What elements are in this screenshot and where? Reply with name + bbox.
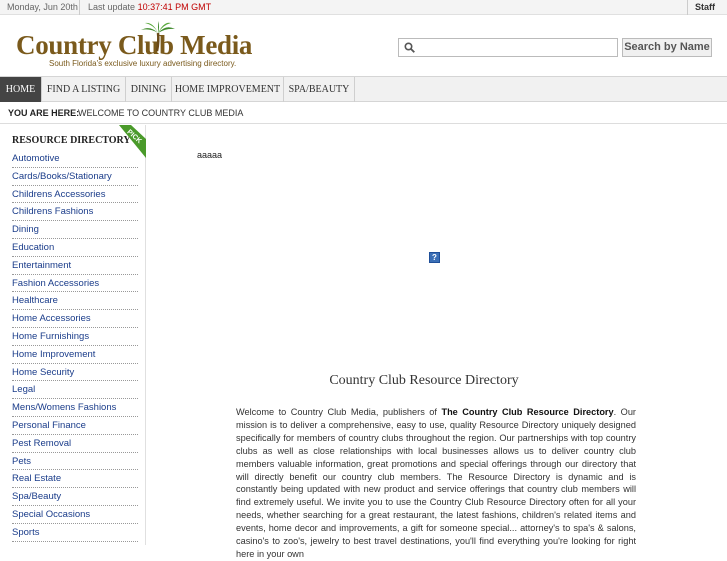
last-update — [88, 2, 211, 12]
search-icon — [404, 42, 415, 53]
sidebar-item-entertainment[interactable]: Entertainment — [12, 257, 138, 275]
sidebar-item-personal-finance[interactable]: Personal Finance — [12, 417, 138, 435]
sidebar-item-healthcare[interactable]: Healthcare — [12, 292, 138, 310]
sidebar-item-pets[interactable]: Pets — [12, 453, 138, 471]
sidebar-item-legal[interactable]: Legal — [12, 381, 138, 399]
top-bar — [0, 0, 727, 15]
page-title: Country Club Resource Directory — [329, 373, 519, 388]
palm-tree-icon — [140, 21, 176, 51]
nav-find-a-listing[interactable]: FIND A LISTING — [42, 77, 126, 102]
intro-text-start: Welcome to Country Club Media, publishers of — [236, 407, 442, 417]
intro-text-rest: . Our mission is to deliver a comprehensive, easy to use, quality Resource Directory uniquely designed specifically for members of country clubs throughout the region. Our partnerships with top country clubs as well as close relationships with local businesses allows us to deliver country club members valuable information, great promotions and special offerings through our directory that will directly benefit our country club members. The Resource Directory is dynamic and is constantly being updated with new product and service offerings that country club members will find extremely useful. We invite you to use the Country Club Resource Directory often for all your needs, whether searching for a great restaurant, the latest fashions, children's related items and events, home decor and improvements, a gift for someone special... attorney's to spa's & salons, casino's to zoo's, jewelry to best travel destinations, you'll find everything you're looking for right here in your own — [236, 407, 636, 559]
nav-spa-beauty[interactable]: SPA/BEAUTY — [284, 77, 355, 102]
intro-paragraph — [236, 406, 636, 561]
nav-home[interactable]: HOME — [0, 77, 42, 102]
sidebar-heading: RESOURCE DIRECTORY — [12, 135, 131, 146]
sidebar-item-home-security[interactable]: Home Security — [12, 364, 138, 382]
last-update-time: 10:37:41 PM GMT — [137, 2, 212, 12]
sidebar-item-mens-womens-fashions[interactable]: Mens/Womens Fashions — [12, 399, 138, 417]
pick-ribbon-text: PICK — [125, 128, 143, 146]
logo-text: Country Club Media — [16, 30, 253, 60]
sidebar-item-dining[interactable]: Dining — [12, 221, 138, 239]
breadcrumb-current: WELCOME TO COUNTRY CLUB MEDIA — [78, 108, 244, 118]
last-update-label: Last update — [88, 2, 136, 12]
staff-link[interactable]: Staff — [695, 2, 715, 12]
divider — [687, 0, 688, 15]
breadcrumb-label: YOU ARE HERE: — [8, 108, 80, 118]
nav-home-improvement[interactable]: HOME IMPROVEMENT — [172, 77, 284, 102]
sidebar-item-cards-books-stationary[interactable]: Cards/Books/Stationary — [12, 168, 138, 186]
sidebar-item-pest-removal[interactable]: Pest Removal — [12, 435, 138, 453]
divider — [79, 0, 80, 15]
broken-image-icon: ? — [429, 252, 440, 263]
sidebar-item-home-improvement[interactable]: Home Improvement — [12, 346, 138, 364]
sidebar-item-home-accessories[interactable]: Home Accessories — [12, 310, 138, 328]
placeholder-text: aaaaa — [197, 150, 223, 160]
tagline: South Florida's exclusive luxury advertising directory. — [49, 59, 237, 68]
breadcrumb — [0, 103, 727, 124]
sidebar-item-childrens-fashions[interactable]: Childrens Fashions — [12, 203, 138, 221]
sidebar-item-fashion-accessories[interactable]: Fashion Accessories — [12, 275, 138, 293]
directory-name: The Country Club Resource Directory — [441, 407, 614, 417]
sidebar-item-automotive[interactable]: Automotive — [12, 150, 138, 168]
sidebar-item-home-furnishings[interactable]: Home Furnishings — [12, 328, 138, 346]
sidebar-item-sports[interactable]: Sports — [12, 524, 138, 542]
sidebar-item-childrens-accessories[interactable]: Childrens Accessories — [12, 186, 138, 204]
sidebar-item-education[interactable]: Education — [12, 239, 138, 257]
sidebar-item-special-occasions[interactable]: Special Occasions — [12, 506, 138, 524]
sidebar-item-real-estate[interactable]: Real Estate — [12, 470, 138, 488]
search-by-name-button[interactable]: Search by Name — [622, 38, 712, 57]
resource-directory-sidebar — [5, 125, 146, 545]
sidebar-list — [12, 150, 138, 542]
search-input[interactable] — [398, 38, 618, 57]
sidebar-item-spa-beauty[interactable]: Spa/Beauty — [12, 488, 138, 506]
current-date: Monday, Jun 20th — [7, 2, 78, 12]
main-nav — [0, 76, 727, 102]
nav-dining[interactable]: DINING — [126, 77, 172, 102]
